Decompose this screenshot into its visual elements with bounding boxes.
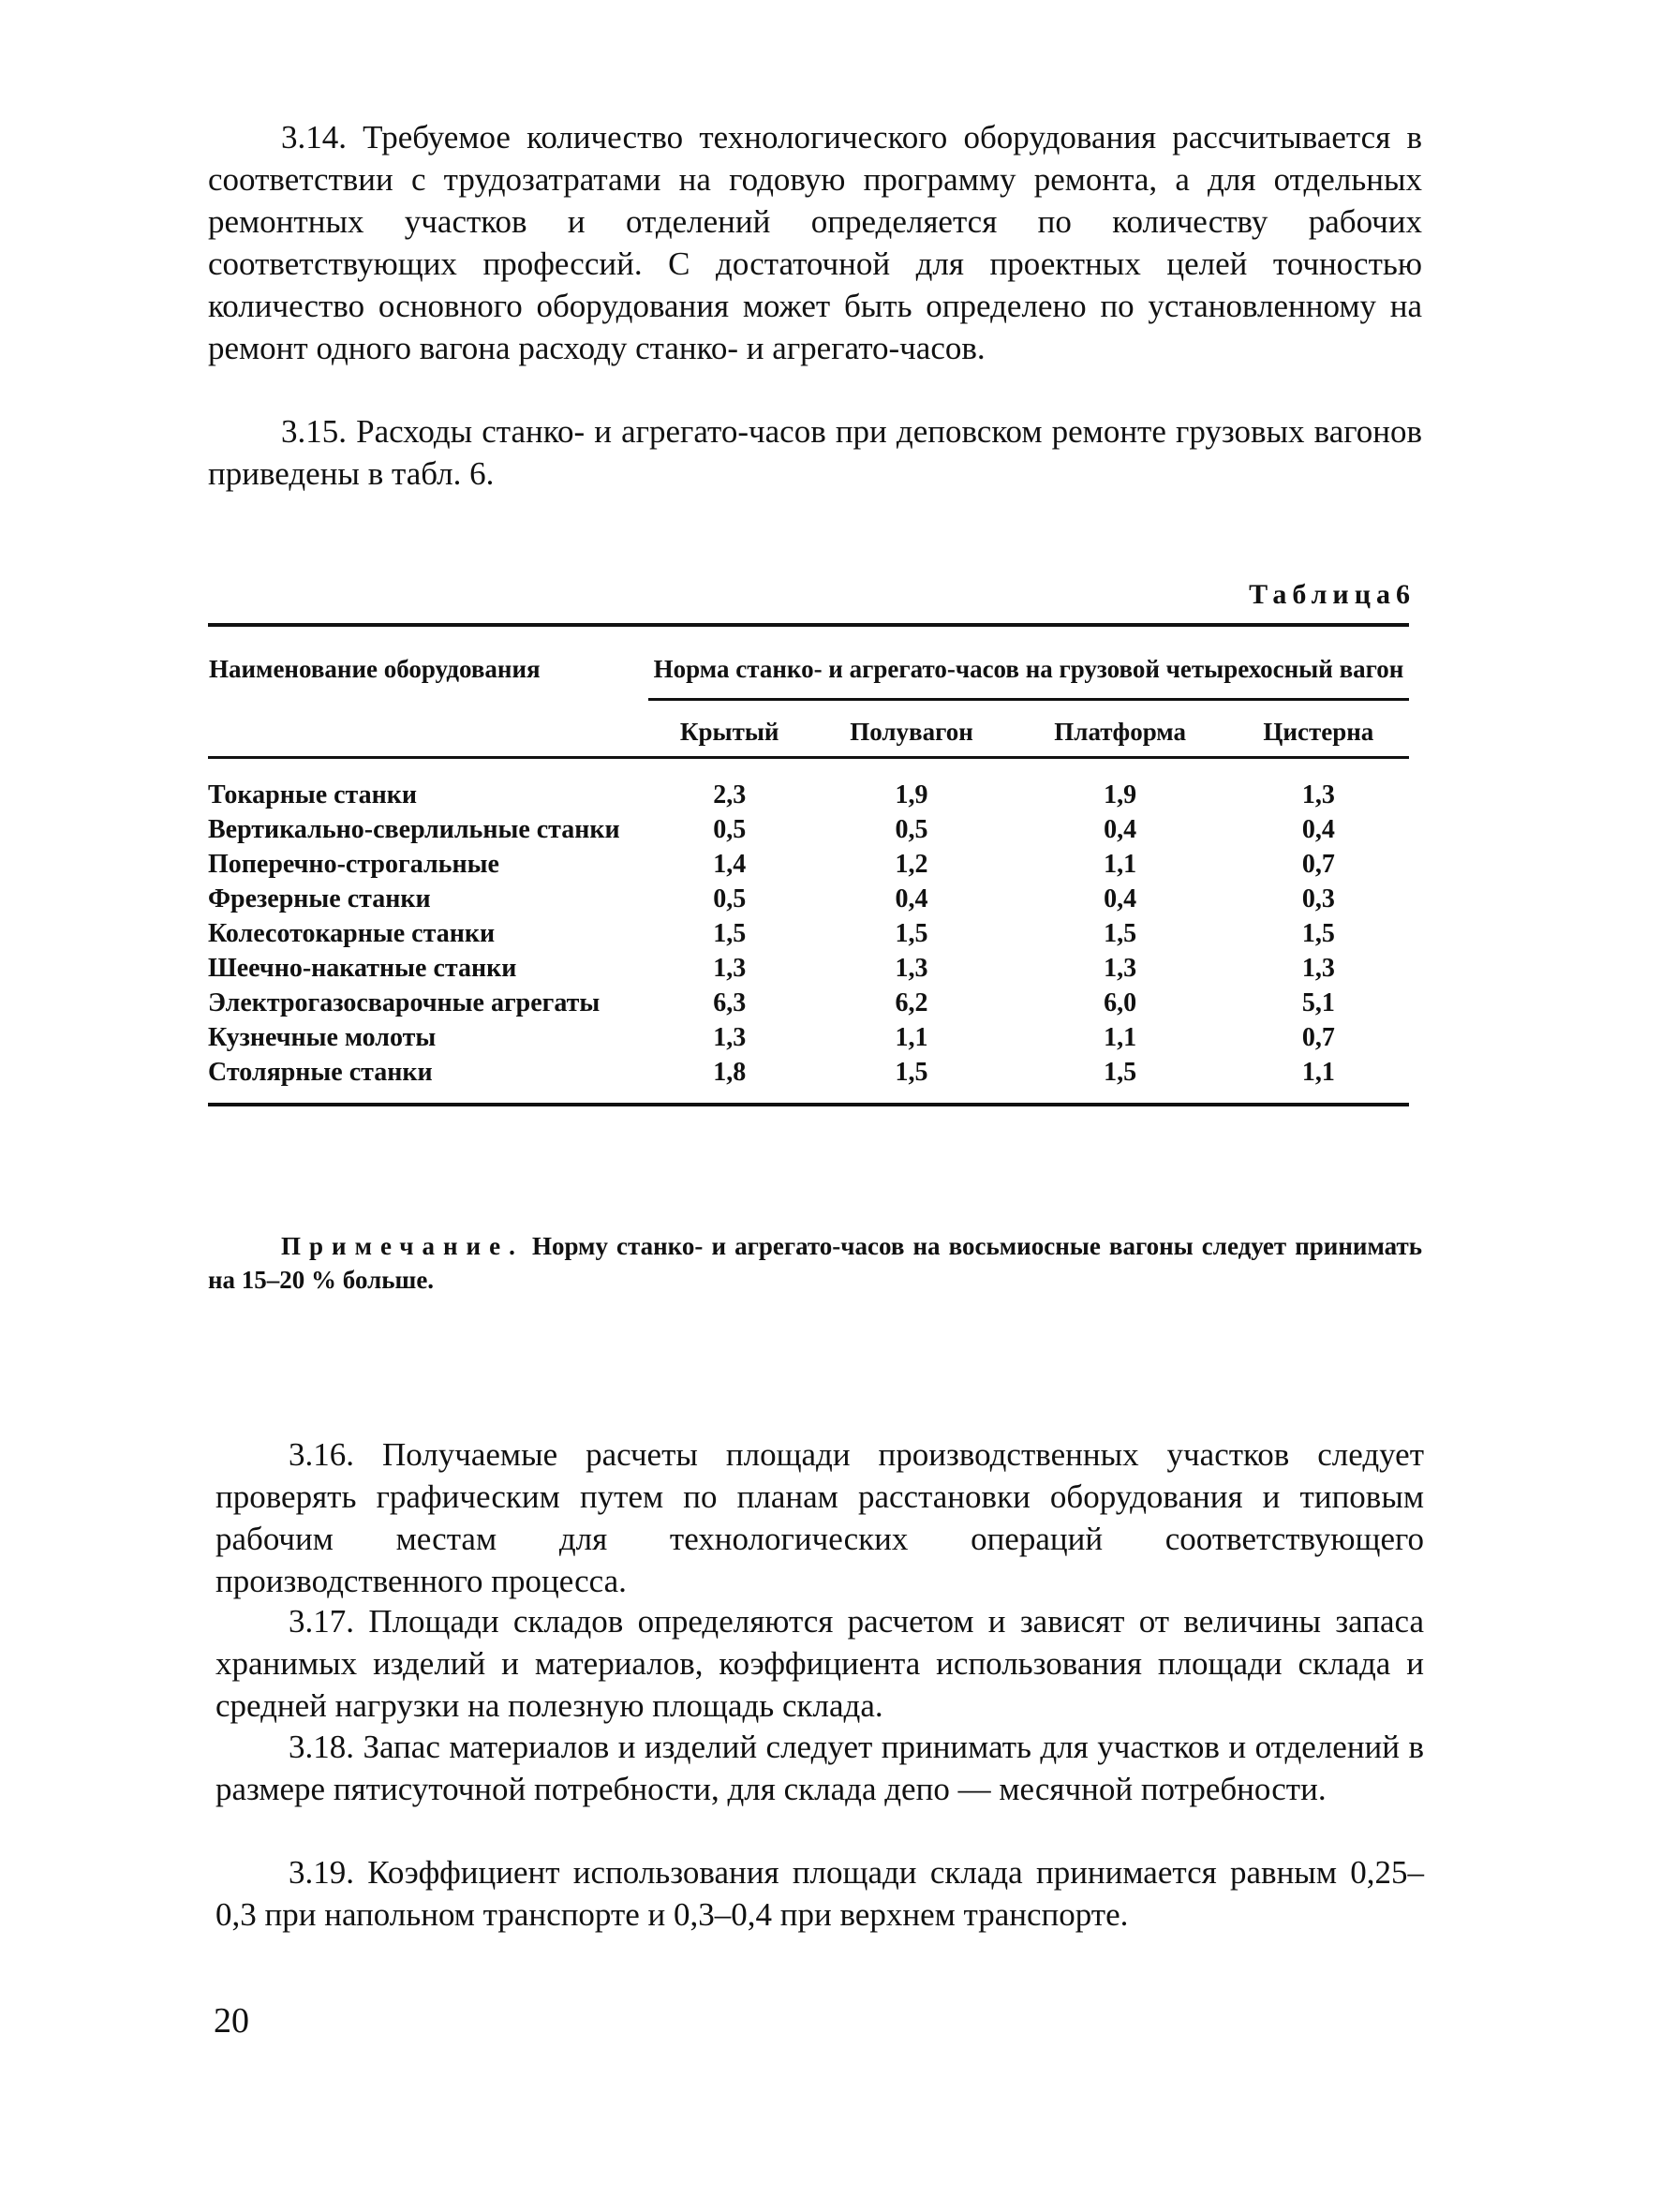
value-cell: 1,4 (713, 850, 747, 879)
value-cell: 1,3 (1104, 954, 1137, 983)
equipment-name-cell: Столярные станки (208, 1058, 433, 1087)
table-row (208, 1055, 1409, 1105)
value-cell: 1,9 (1104, 780, 1137, 809)
equipment-name-cell: Шеечно-накатные станки (208, 954, 517, 983)
table-row (208, 916, 1409, 951)
value-cell: 1,3 (895, 954, 928, 983)
value-cell: 1,5 (1104, 1058, 1137, 1087)
value-cell: 0,5 (895, 815, 928, 844)
table-row (208, 986, 1409, 1020)
equipment-name-cell: Электрогазосварочные агрегаты (208, 988, 601, 1017)
value-cell: 1,5 (713, 919, 747, 948)
header-norm: Норма станко- и агрегато-часов на грузовой четырехосный вагон (648, 625, 1409, 700)
column-header: Платформа (1013, 700, 1228, 758)
value-cell: 1,8 (713, 1058, 747, 1087)
value-cell: 1,1 (1301, 1058, 1335, 1087)
value-cell: 0,5 (713, 884, 747, 913)
note-text: Норму станко- и агрегато-часов на восьмиосные вагоны следует принимать на 15–20 % больше. (208, 1232, 1423, 1294)
table-bottom-rule (208, 1105, 1409, 1108)
value-cell: 1,5 (1301, 919, 1335, 948)
paragraph-3-19: 3.19. Коэффициент использования площади склада принимается равным 0,25–0,3 при напольном транспорте и 0,3–0,4 при верхнем транспорте. (215, 1854, 1424, 1933)
equipment-name-cell: Токарные станки (208, 780, 418, 809)
note-label: Примечание. (281, 1232, 524, 1260)
column-header: Полувагон (810, 700, 1012, 758)
value-cell: 1,3 (1301, 954, 1335, 983)
value-cell: 0,4 (1301, 815, 1335, 844)
value-cell: 1,5 (1104, 919, 1137, 948)
header-equipment-name: Наименование оборудования (208, 625, 648, 700)
column-header: Крытый (648, 700, 810, 758)
value-cell: 1,3 (713, 954, 747, 983)
page-number: 20 (214, 2001, 249, 2041)
equipment-name-cell: Кузнечные молоты (208, 1023, 437, 1052)
value-cell: 1,1 (895, 1023, 928, 1052)
value-cell: 0,4 (1104, 884, 1137, 913)
value-cell: 0,5 (713, 815, 747, 844)
table-row (208, 847, 1409, 882)
paragraph-3-18: 3.18. Запас материалов и изделий следует принимать для участков и отделений в размере пятисуточной потребности, для склада депо — месячной потребности. (215, 1729, 1424, 1807)
table-caption: Таблица6 (1249, 579, 1416, 610)
value-cell: 1,5 (895, 919, 928, 948)
value-cell: 1,1 (1104, 1023, 1137, 1052)
equipment-name-cell: Колесотокарные станки (208, 919, 496, 948)
paragraph-3-16: 3.16. Получаемые расчеты площади производственных участков следует проверять графическим путем по планам расстановки оборудования и типовым рабочим местам для технологических операций соответствующего производственного процесса. (215, 1436, 1424, 1599)
column-header: Цистерна (1228, 700, 1409, 758)
value-cell: 1,3 (1301, 780, 1335, 809)
equipment-hours-table (208, 623, 1409, 1108)
value-cell: 1,9 (895, 780, 928, 809)
paragraph-3-14: 3.14. Требуемое количество технологического оборудования рассчитывается в соответствии с трудозатратами на годовую программу ремонта, а для отдельных ремонтных участков и отделений определяется по количеству рабочих соответствующих профессий. С достаточной для проектных целей точностью количество основного оборудования может быть определено по установленному на ремонт одного вагона расходу станко- и агрегато-часов. (208, 119, 1422, 366)
equipment-name-cell: Фрезерные станки (208, 884, 431, 913)
value-cell: 6,2 (895, 988, 928, 1017)
value-cell: 1,2 (895, 850, 928, 879)
value-cell: 2,3 (713, 780, 747, 809)
value-cell: 6,3 (713, 988, 747, 1017)
value-cell: 5,1 (1301, 988, 1335, 1017)
value-cell: 1,1 (1104, 850, 1137, 879)
paragraph-3-17: 3.17. Площади складов определяются расчетом и зависят от величины запаса хранимых изделий и материалов, коэффициента использования площади склада и средней нагрузки на полезную площадь склада. (215, 1603, 1424, 1724)
value-cell: 0,3 (1301, 884, 1335, 913)
header-blank (208, 700, 648, 758)
table-row (208, 758, 1409, 813)
table-row (208, 882, 1409, 916)
value-cell: 6,0 (1104, 988, 1137, 1017)
paragraph-3-15: 3.15. Расходы станко- и агрегато-часов при деповском ремонте грузовых вагонов приведены в табл. 6. (208, 413, 1422, 492)
value-cell: 0,7 (1301, 850, 1335, 879)
table-row (208, 1020, 1409, 1055)
equipment-name-cell: Поперечно-строгальные (208, 850, 499, 879)
table-note (208, 1229, 1422, 1297)
value-cell: 1,5 (895, 1058, 928, 1087)
value-cell: 0,4 (1104, 815, 1137, 844)
equipment-name-cell: Вертикально-сверлильные станки (208, 815, 620, 844)
value-cell: 1,3 (713, 1023, 747, 1052)
value-cell: 0,4 (895, 884, 928, 913)
table-row (208, 812, 1409, 847)
value-cell: 0,7 (1301, 1023, 1335, 1052)
table-row (208, 951, 1409, 986)
